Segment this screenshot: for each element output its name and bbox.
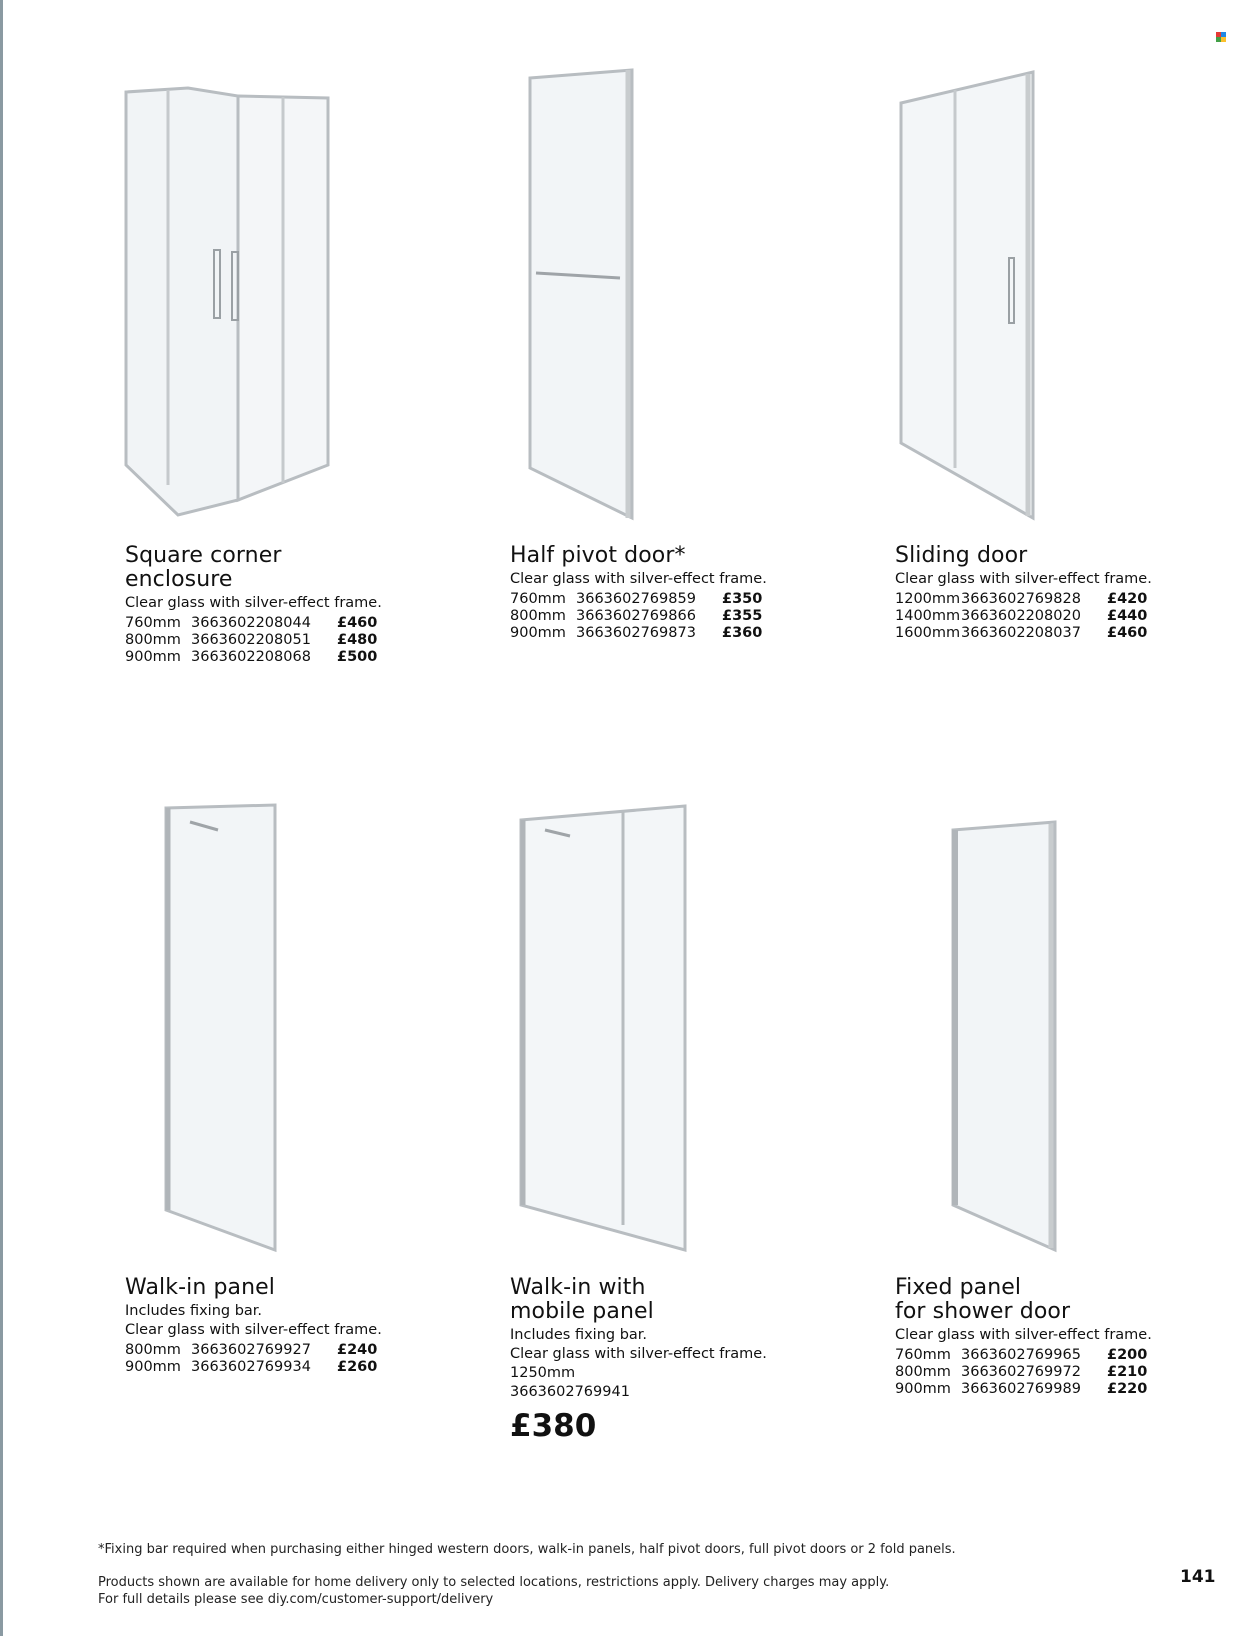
delivery-footnote: Products shown are available for home delivery only to selected locations, restrictions apply. Delivery charges may apply. [98,1575,890,1590]
price-row: 900mm 3663602769989 £220 [895,1381,1148,1397]
product-description: Clear glass with silver-effect frame. [510,571,767,587]
product-title: Walk-in panel [125,1275,276,1300]
product-title: Walk-in with mobile panel [510,1275,654,1324]
price-row: 800mm 3663602769927 £240 [125,1342,378,1358]
product-square-corner-enclosure [125,544,445,666]
price-row: 900mm 3663602769934 £260 [125,1359,378,1375]
product-walk-in-mobile-panel [510,1276,830,1444]
price-table [895,1347,1215,1398]
product-description: Clear glass with silver-effect frame. [510,1346,767,1362]
price-row: 800mm 3663602769972 £210 [895,1364,1148,1380]
product-walk-in-panel [125,1276,445,1376]
product-sliding-door [895,544,1215,642]
fixed-panel-image [945,820,1065,1260]
product-includes: Includes fixing bar. [510,1327,648,1343]
product-description: Clear glass with silver-effect frame. [125,595,382,611]
product-title: Half pivot door* [510,543,686,568]
price-table [895,591,1215,642]
price-row: 800mm 3663602769866 £355 [510,608,763,624]
square-corner-enclosure-image [118,80,338,520]
sliding-door-image [895,68,1045,528]
product-price: £380 [510,1408,597,1444]
price-row: 1400mm 3663602208020 £440 [895,608,1148,624]
price-row: 1600mm 3663602208037 £460 [895,625,1148,641]
delivery-details-footnote: For full details please see diy.com/customer-support/delivery [98,1592,494,1607]
product-includes: Includes fixing bar. [125,1303,263,1319]
product-code: 3663602769941 [510,1384,630,1400]
product-title: Square corner enclosure [125,543,282,592]
price-row: 1200mm 3663602769828 £420 [895,591,1148,607]
fixing-bar-footnote: *Fixing bar required when purchasing either hinged western doors, walk-in panels, half pivot doors, full pivot doors or 2 fold panels. [98,1542,956,1557]
product-description: Clear glass with silver-effect frame. [125,1322,382,1338]
product-fixed-panel [895,1276,1215,1398]
product-description: Clear glass with silver-effect frame. [895,571,1152,587]
page-number: 141 [1180,1567,1216,1587]
product-size: 1250mm [510,1365,576,1381]
product-half-pivot-door [510,544,830,642]
product-description: Clear glass with silver-effect frame. [895,1327,1152,1343]
price-row: 760mm 3663602769965 £200 [895,1347,1148,1363]
colour-registration-mark [1216,32,1226,42]
product-title: Sliding door [895,543,1028,568]
price-row: 900mm 3663602769873 £360 [510,625,763,641]
walk-in-mobile-panel-image [515,800,695,1260]
price-row: 760mm 3663602769859 £350 [510,591,763,607]
half-pivot-door-image [520,68,650,528]
price-table [125,1342,445,1376]
product-title: Fixed panel for shower door [895,1275,1071,1324]
price-row: 760mm 3663602208044 £460 [125,615,378,631]
price-table [510,591,830,642]
price-table [125,615,445,666]
price-row: 800mm 3663602208051 £480 [125,632,378,648]
page-edge-strip [0,0,3,1636]
price-row: 900mm 3663602208068 £500 [125,649,378,665]
walk-in-panel-image [160,800,290,1260]
